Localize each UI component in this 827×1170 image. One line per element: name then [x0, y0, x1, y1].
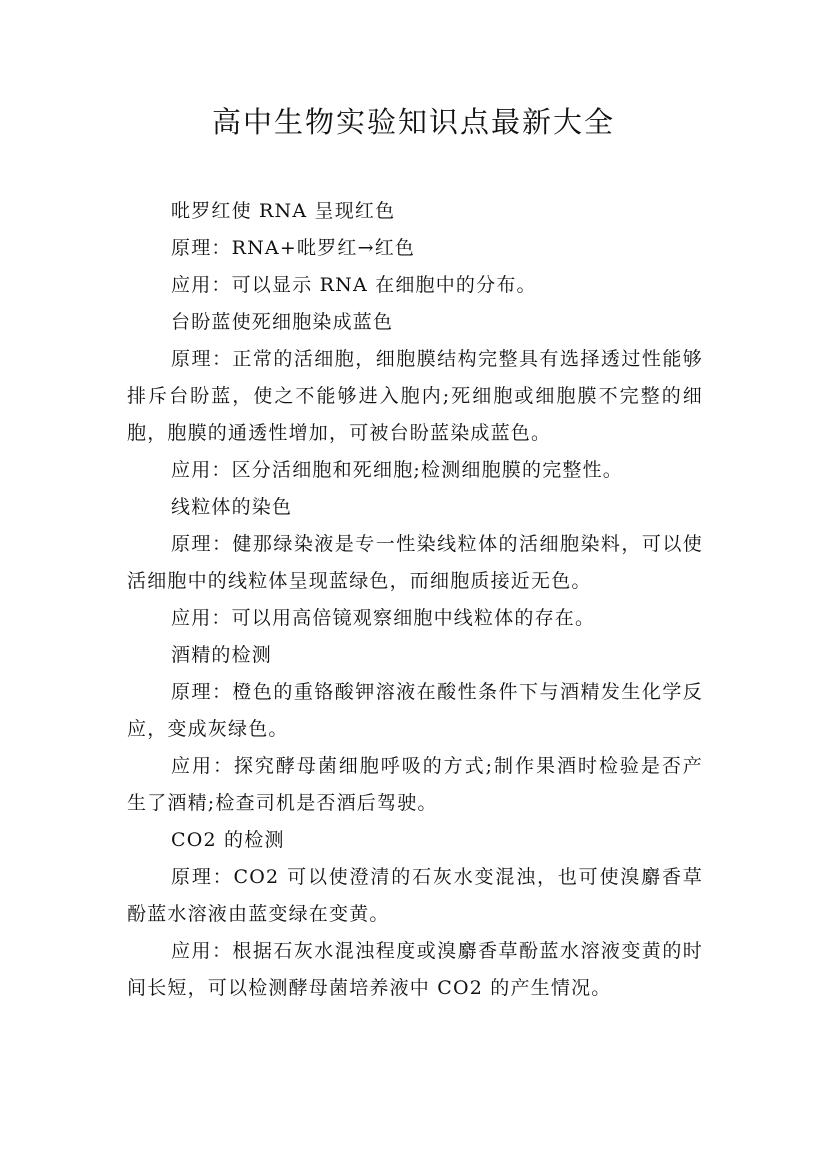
- document-body: [127, 193, 703, 1007]
- paragraph-alcohol-application: 应用：探究酵母菌细胞呼吸的方式;制作果酒时检验是否产生了酒精;检查司机是否酒后驾驶。: [127, 755, 703, 814]
- paragraph-mitochondria-principle: 原理：健那绿染液是专一性染线粒体的活细胞染料，可以使活细胞中的线粒体呈现蓝绿色，而细胞质接近无色。: [127, 533, 703, 592]
- paragraph-mitochondria-heading: 线粒体的染色: [171, 496, 293, 518]
- paragraph-rna-application: 应用：可以显示 RNA 在细胞中的分布。: [171, 274, 537, 296]
- paragraph-mitochondria-application: 应用：可以用高倍镜观察细胞中线粒体的存在。: [171, 607, 596, 629]
- paragraph-trypan-principle: 原理：正常的活细胞，细胞膜结构完整具有选择透过性能够排斥台盼蓝，使之不能够进入胞内;死细胞或细胞膜不完整的细胞，胞膜的通透性增加，可被台盼蓝染成蓝色。: [127, 348, 703, 444]
- paragraph-trypan-heading: 台盼蓝使死细胞染成蓝色: [171, 311, 394, 333]
- paragraph-trypan-application: 应用：区分活细胞和死细胞;检测细胞膜的完整性。: [171, 459, 624, 481]
- paragraph-co2-heading: CO2 的检测: [171, 829, 285, 851]
- document-title: 高中生物实验知识点最新大全: [211, 105, 615, 139]
- paragraph-alcohol-heading: 酒精的检测: [171, 644, 273, 666]
- paragraph-rna-principle: 原理：RNA+吡罗红→红色: [171, 237, 416, 259]
- paragraph-co2-application: 应用：根据石灰水混浊程度或溴麝香草酚蓝水溶液变黄的时间长短，可以检测酵母菌培养液中 CO2 的产生情况。: [127, 940, 703, 999]
- paragraph-alcohol-principle: 原理：橙色的重铬酸钾溶液在酸性条件下与酒精发生化学反应，变成灰绿色。: [127, 681, 703, 740]
- paragraph-co2-principle: 原理：CO2 可以使澄清的石灰水变混浊，也可使溴麝香草酚蓝水溶液由蓝变绿在变黄。: [127, 866, 703, 925]
- paragraph-rna-heading: 吡罗红使 RNA 呈现红色: [171, 200, 396, 222]
